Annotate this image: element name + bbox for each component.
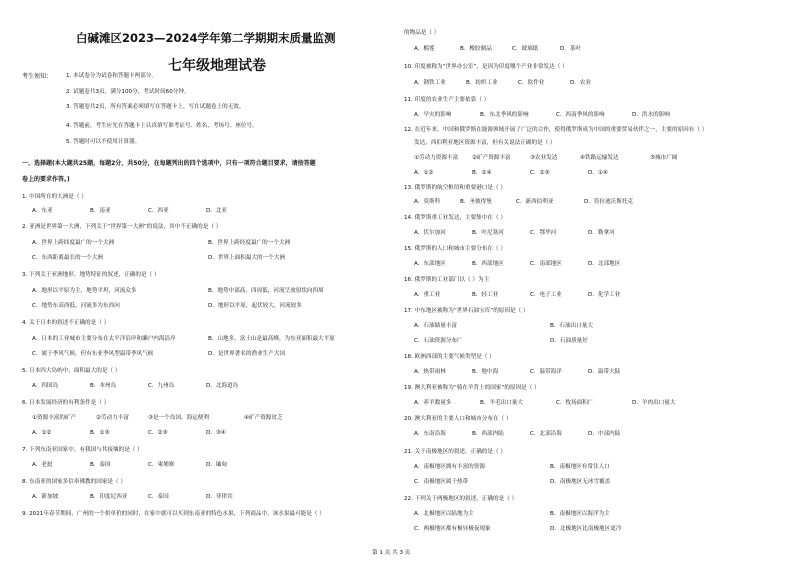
option: B．纺织工业 <box>466 80 498 86</box>
option: C．地势东高西低，河流多为东西向 <box>32 303 120 309</box>
option: A．东亚 <box>32 208 53 214</box>
option: A．四国岛 <box>32 383 59 389</box>
option: A．钢铁工业 <box>414 80 446 86</box>
section-heading-cont: 卷上的要求作答。) <box>22 176 70 183</box>
option: A．热带雨林 <box>414 369 446 375</box>
option: ③是一个岛国，海运便利 <box>148 415 209 421</box>
notes-label: 考生须知： <box>22 73 53 80</box>
option: C．西南季风的影响 <box>556 112 605 118</box>
option: B．叶尼塞河 <box>472 230 504 236</box>
left-column <box>18 0 390 548</box>
option: A．东南沿海 <box>414 431 446 437</box>
question-stem: 21. 关于南极地区的叙述，正确的是（ ） <box>404 449 506 455</box>
option: D．北海道岛 <box>206 383 239 389</box>
question-stem: 14. 俄罗斯重工业发达，主要集中在（ ） <box>404 215 506 221</box>
question-stem: 的物品是（ ） <box>404 30 440 36</box>
page-footer: 第 1 页 共 3 页 <box>372 550 411 556</box>
question-stem: 3. 下列关于亚洲地形、地势特征的叙述，正确的是（ ） <box>22 272 160 278</box>
option: D．③④ <box>206 430 226 436</box>
option: ③农业发达 <box>530 155 558 161</box>
option: ②矿产资源丰富 <box>472 155 511 161</box>
question-stem-cont: 发达，西伯利亚地区资源丰富，但有关说法正确的是（ ） <box>414 140 556 146</box>
option: B．东北季风的影响 <box>480 112 529 118</box>
option: C．鄂毕河 <box>530 230 557 236</box>
option: D．北极地区比南极地区更冷 <box>550 526 622 532</box>
option: ④铁路运输发达 <box>580 155 619 161</box>
option: D．符拉迪沃斯托克 <box>584 199 634 205</box>
option: A．南极地区拥有丰富的资源 <box>414 464 485 470</box>
option: A．北极地区以陆地为主 <box>414 511 474 517</box>
option: A．石油储量丰富 <box>414 323 457 329</box>
option: A．养羊数量多 <box>414 400 452 406</box>
option: D．勒拿河 <box>588 230 615 236</box>
option: A．世界上跨纬度最广的一个大洲 <box>32 240 115 246</box>
option: B．地中海 <box>472 369 499 375</box>
option: C．②③ <box>148 430 168 436</box>
question-stem: 19. 澳大利亚被称为“骑在羊背上的国家”的原因是（ ） <box>404 385 540 391</box>
option: ②劳动力丰富 <box>96 415 129 421</box>
option: A．榴莲 <box>414 46 435 52</box>
note-item: 4. 答题前，考生应先在答题卡上认真填写准考证号、姓名、考场号、座位号。 <box>66 123 258 129</box>
option: B．西部内陆 <box>472 431 504 437</box>
note-item: 2. 试题卷共3页，满分100分，考试时间60分钟。 <box>66 89 190 95</box>
exam-title: 白碱滩区2023—2024学年第二学期期末质量监测 <box>76 31 336 45</box>
question-stem: 4. 关于日本的叙述不正确的是（ ） <box>22 320 110 326</box>
option: A．老挝 <box>32 462 53 468</box>
option: D．羊肉出口量大 <box>632 400 676 406</box>
note-item: 5. 答题时可以不使用计算器。 <box>66 139 141 145</box>
question-stem: 8. 东南亚的国家多信奉佛教的国家是（ ） <box>22 479 126 485</box>
option: D．缅甸 <box>206 462 228 468</box>
option: A．莫斯科 <box>414 199 441 205</box>
option: C．②③ <box>530 170 550 176</box>
question-stem: 6. 日本发展经济的有利条件是（ ） <box>22 400 110 406</box>
question-stem: 5. 日本四大岛屿中，面积最大的是（ ） <box>22 368 121 374</box>
option: C．柬埔寨 <box>148 462 175 468</box>
question-stem: 1. 中国所在的大洲是（ ） <box>22 194 87 200</box>
section-heading: 一、选择题(本大题共25题，每题2分，共50分，在每题列出的四个选项中，只有一项符合题目要求，请按答题 <box>22 160 316 167</box>
option: C．电子工业 <box>530 292 562 298</box>
question-stem: 12. 在近年来，中国和俄罗斯在能源领域开展了广泛的合作，使得俄罗斯成为中国的重要贸易伙伴之一，主要的原因有（ ） <box>404 127 708 133</box>
right-column <box>400 0 778 548</box>
question-stem: 16. 俄罗斯的工业部门以（ ）为主 <box>404 277 490 283</box>
option: A．①② <box>414 170 434 176</box>
question-stem: 17. 中东地区被称为“世界石油宝库”的原因是（ ） <box>404 308 529 314</box>
option: D．温带大陆 <box>588 369 621 375</box>
option: D．南极地区无冰雪覆盖 <box>550 479 611 485</box>
option: D．石油质量好 <box>550 338 588 344</box>
option: B．世界上跨经度最广的一个大洲 <box>208 240 291 246</box>
option: B．西部地区 <box>472 261 504 267</box>
option: A．①② <box>32 430 52 436</box>
question-stem: 11. 印度的农业生产主要依靠（ ） <box>404 97 490 103</box>
question-stem: 2. 亚洲是世界第一大洲，下列关于“世界第一大洲”的说法，其中不正确的是（ ） <box>22 224 222 230</box>
option: A．地形以平原为主，地势平坦，河流众多 <box>32 288 137 294</box>
question-stem: 9. 2021年春节期间，广州的一个拼单价的同时，在家中就可以买到东南亚的特色水果，下列商品中，该水果最可能是（ ） <box>22 511 325 517</box>
option: B．地势中部高，四周低，河流呈放射状向四周 <box>208 288 324 294</box>
option: C．南极地区属于热带 <box>414 479 469 485</box>
option: A．东部地区 <box>414 261 446 267</box>
option: D．菲律宾 <box>206 494 233 500</box>
option: B．泰国 <box>90 462 111 468</box>
option: D．①④ <box>588 170 608 176</box>
option: C．软件业 <box>518 80 545 86</box>
option: C．温带海洋 <box>530 369 562 375</box>
question-stem: 7. 下列东南亚国家中，有我国与其接壤的是（ ） <box>22 447 143 453</box>
option: D．世界上面积最大的一个大洲 <box>208 255 286 261</box>
question-stem: 20. 澳大利亚的主要人口和城市分布在（ ） <box>404 416 512 422</box>
note-item: 1. 本试卷分为试卷和答题卡两部分。 <box>66 73 158 79</box>
option: B．石油出口量大 <box>550 323 593 329</box>
question-stem: 13. 俄罗斯的航空枢纽和重要港口是（ ） <box>404 185 506 191</box>
question-stem: 22. 下列关于两极地区的叙述，正确的是（ ） <box>404 496 518 502</box>
question-stem: 10. 印度被称为“世界办公室”，是因为印度哪个产业非常发达（ ） <box>404 64 568 70</box>
option: C．南部地区 <box>530 261 562 267</box>
option: B．②④ <box>472 170 492 176</box>
option: B．南极地区有常住人口 <box>550 464 610 470</box>
exam-subtitle: 七年级地理试卷 <box>168 58 266 74</box>
option: B．羊毛出口量大 <box>480 400 523 406</box>
option: D．农业 <box>570 80 592 86</box>
question-stem: 15. 俄罗斯的人口和城市主要分布在（ ） <box>404 246 506 252</box>
option: A．新加坡 <box>32 494 59 500</box>
option: C．泰国 <box>148 494 169 500</box>
option: A．重工业 <box>414 292 441 298</box>
option: C．属于季风气候，但有东亚季风型温带季风气候 <box>32 351 154 357</box>
option: C．东西距离最长的一个大洲 <box>32 255 104 261</box>
option: C．新西伯利亚 <box>516 199 554 205</box>
option: ①劳动力资源丰富 <box>414 155 459 161</box>
option: B．南极地区以海洋为主 <box>550 511 610 517</box>
option: C．牧场面积广 <box>556 400 594 406</box>
option: D．茶叶 <box>560 46 582 52</box>
option: C．石油资源分布广 <box>414 338 463 344</box>
question-stem: 18. 欧洲西部的主要气候类型是（ ） <box>404 354 495 360</box>
option: B．橡胶制品 <box>460 46 492 52</box>
option: D．化学工业 <box>588 292 621 298</box>
option: A．日本的工业城市主要分布在太平洋沿岸和濑户内海沿岸 <box>32 336 176 342</box>
option: D．是世界著名的渔业生产大国 <box>208 351 286 357</box>
option: B．圣彼得堡 <box>460 199 492 205</box>
option: D．北部地区 <box>588 261 621 267</box>
option: C．北部沿海 <box>530 431 562 437</box>
option: C．九州岛 <box>148 383 175 389</box>
option: A．旱灾的影响 <box>414 112 452 118</box>
option: B．印度尼西亚 <box>90 494 128 500</box>
option: C．两极地区都有极昼极夜现象 <box>414 526 491 532</box>
option: D．北亚 <box>206 208 228 214</box>
option: C．西亚 <box>148 208 169 214</box>
option: ④矿产资源贫乏 <box>244 415 283 421</box>
option: D．洪水的影响 <box>632 112 670 118</box>
option: B．山地多，富士山是最高峰，为东亚面积最大平原 <box>208 336 335 342</box>
option: B．①③ <box>90 430 110 436</box>
option: ⑤城市广阔 <box>650 155 678 161</box>
option: C．玻璃纸 <box>512 46 539 52</box>
option: B．本州岛 <box>90 383 117 389</box>
option: A．伏尔加河 <box>414 230 446 236</box>
option: D．地形以平原，起伏较大，河流较多 <box>208 303 302 309</box>
option: ①资源丰富的矿产 <box>32 415 77 421</box>
option: B．南亚 <box>90 208 111 214</box>
option: B．轻工业 <box>472 292 499 298</box>
option: D．中部内陆 <box>588 431 621 437</box>
note-item: 3. 答题卷共2页，所有答案必须填写在答题卡上，写在试题卷上的无效。 <box>66 104 245 110</box>
